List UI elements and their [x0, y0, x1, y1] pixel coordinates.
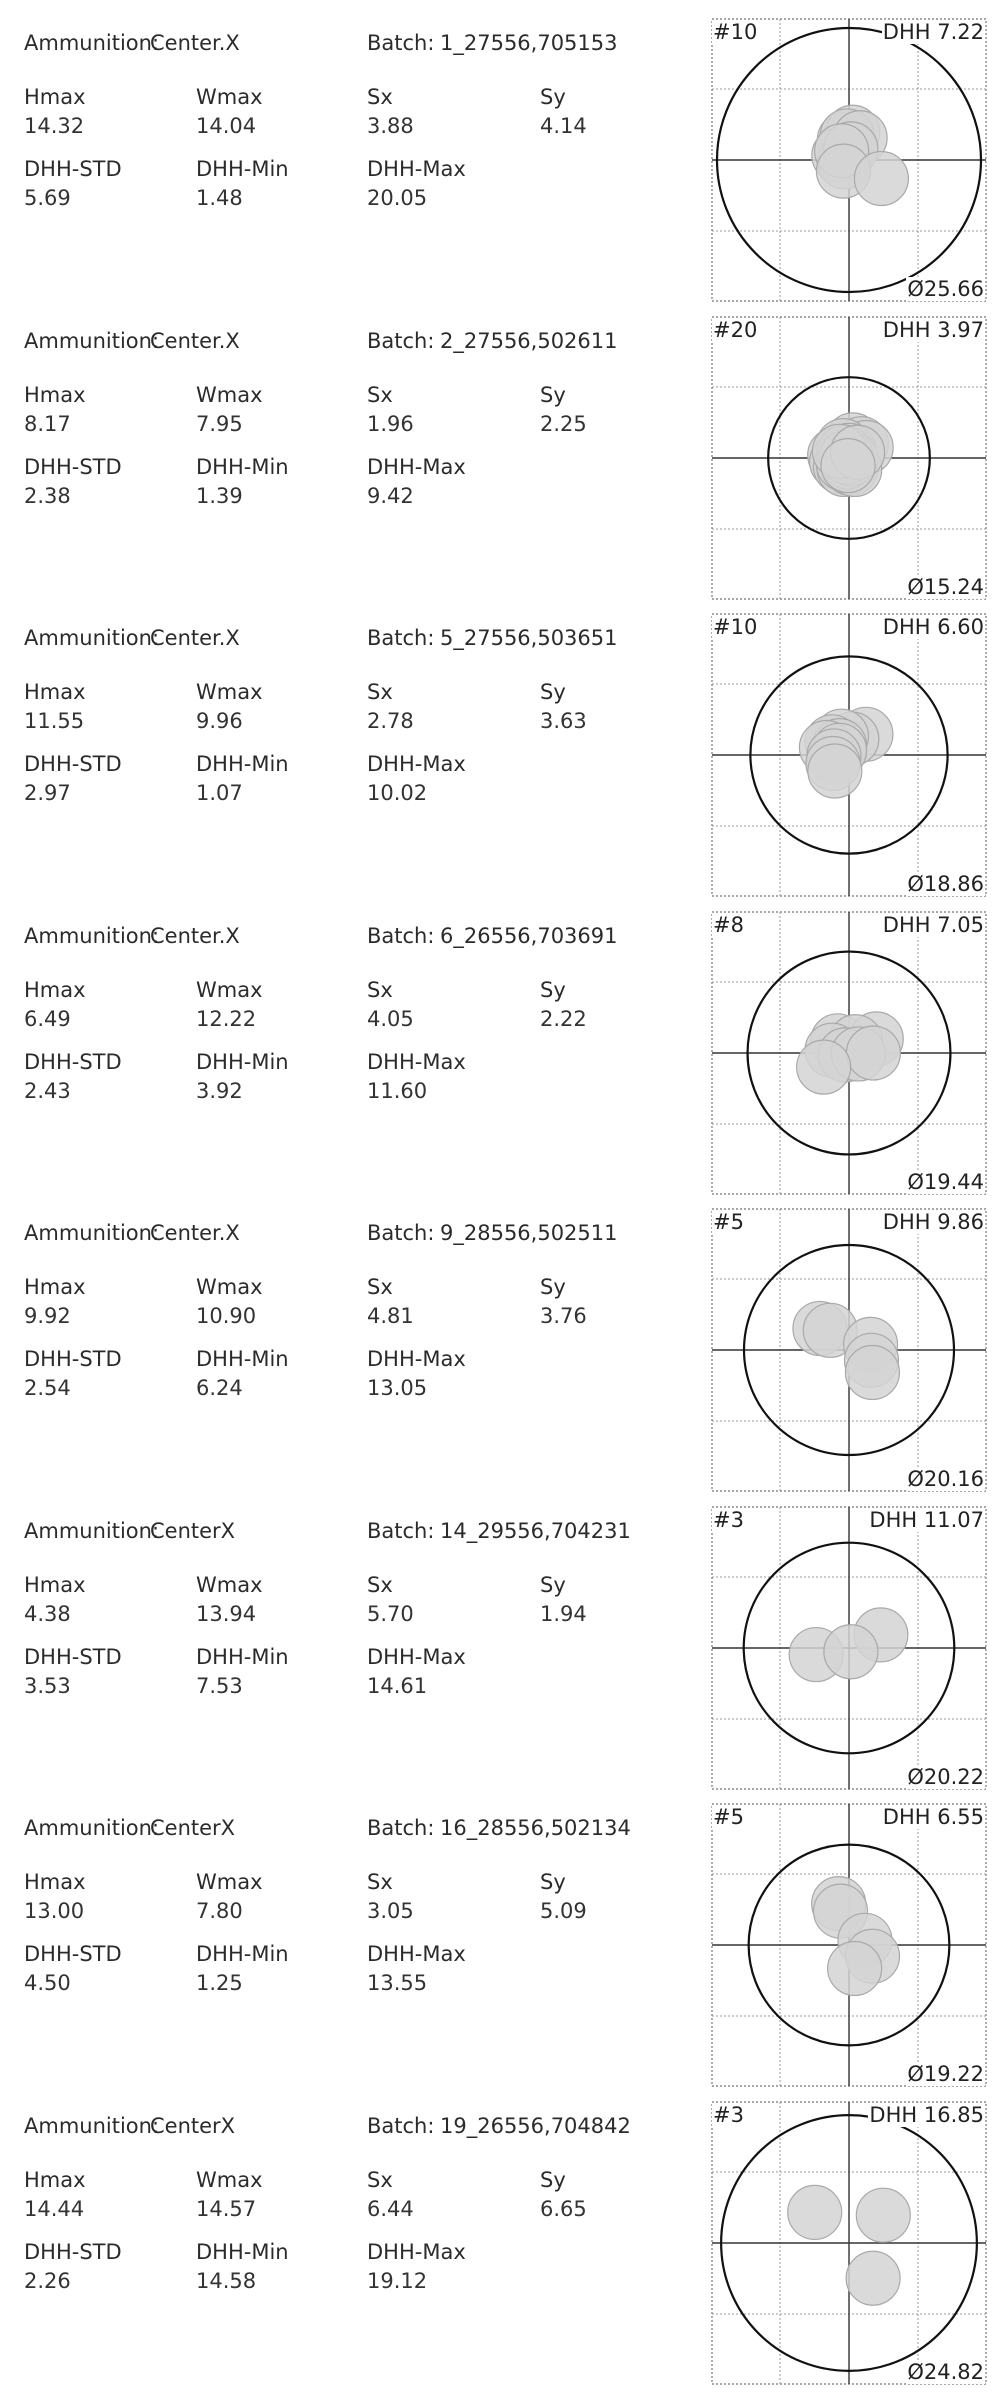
- wmax-value: 12.22: [196, 1007, 257, 1031]
- dhh-value: 11.07: [923, 1508, 984, 1532]
- dhh-label: DHH: [869, 1508, 918, 1532]
- batch-value: 5_27556,503651: [440, 626, 618, 650]
- sy-label: Sy: [540, 680, 566, 704]
- dhh-std-value: 5.69: [24, 186, 71, 210]
- target-plot: [711, 2101, 987, 2385]
- wmax-label: Wmax: [196, 1573, 263, 1597]
- dhh-std-value: 2.54: [24, 1376, 71, 1400]
- sy-label: Sy: [540, 2168, 566, 2192]
- dhh-max-label: DHH-Max: [367, 2240, 466, 2264]
- dhh-readout: [868, 2103, 985, 2127]
- sx-label: Sx: [367, 383, 393, 407]
- impact-mark: [856, 2188, 910, 2242]
- dhh-max-value: 13.55: [367, 1971, 428, 1995]
- result-record: [0, 911, 1007, 1208]
- batch-value: 16_28556,502134: [440, 1816, 631, 1840]
- target-diagram: [711, 1506, 987, 1790]
- hmax-value: 8.17: [24, 412, 71, 436]
- diameter-value: 25.66: [923, 277, 984, 301]
- dhh-min-value: 6.24: [196, 1376, 243, 1400]
- wmax-value: 14.57: [196, 2197, 257, 2221]
- dhh-min-label: DHH-Min: [196, 1645, 289, 1669]
- diameter-readout: [906, 2062, 985, 2086]
- hmax-value: 14.44: [24, 2197, 85, 2221]
- dhh-max-label: DHH-Max: [367, 1347, 466, 1371]
- wmax-label: Wmax: [196, 383, 263, 407]
- dhh-std-label: DHH-STD: [24, 1347, 122, 1371]
- impact-mark: [846, 2251, 900, 2305]
- result-record: [0, 316, 1007, 613]
- hmax-label: Hmax: [24, 978, 86, 1002]
- wmax-label: Wmax: [196, 2168, 263, 2192]
- dhh-std-value: 2.97: [24, 781, 71, 805]
- dhh-readout: [882, 20, 985, 44]
- hmax-value: 11.55: [24, 709, 85, 733]
- dhh-max-label: DHH-Max: [367, 752, 466, 776]
- target-plot: [711, 613, 987, 897]
- shot-count: #10: [713, 20, 758, 44]
- dhh-label: DHH: [882, 1805, 931, 1829]
- hmax-value: 4.38: [24, 1602, 71, 1626]
- batch-label: Batch:: [367, 329, 435, 353]
- batch-label: Batch:: [367, 1221, 435, 1245]
- diameter-symbol: Ø: [907, 2062, 924, 2086]
- wmax-value: 14.04: [196, 114, 257, 138]
- dhh-value: 9.86: [937, 1210, 984, 1234]
- batch-value: 2_27556,502611: [440, 329, 618, 353]
- diameter-value: 15.24: [923, 575, 984, 599]
- sx-label: Sx: [367, 978, 393, 1002]
- sy-value: 6.65: [540, 2197, 587, 2221]
- sy-value: 2.25: [540, 412, 587, 436]
- batch-value: 1_27556,705153: [440, 31, 618, 55]
- dhh-value: 7.05: [937, 913, 984, 937]
- hmax-label: Hmax: [24, 1275, 86, 1299]
- ammunition-label: Ammunition:: [24, 2114, 160, 2138]
- dhh-std-label: DHH-STD: [24, 1050, 122, 1074]
- dhh-max-value: 19.12: [367, 2269, 428, 2293]
- sx-value: 5.70: [367, 1602, 414, 1626]
- impact-mark: [788, 2185, 842, 2239]
- ammunition-label: Ammunition:: [24, 1221, 160, 1245]
- target-diagram: [711, 1803, 987, 2087]
- ammunition-label: Ammunition:: [24, 924, 160, 948]
- hmax-value: 9.92: [24, 1304, 71, 1328]
- batch-value: 19_26556,704842: [440, 2114, 631, 2138]
- dhh-min-value: 1.07: [196, 781, 243, 805]
- dhh-std-value: 3.53: [24, 1674, 71, 1698]
- dhh-max-value: 20.05: [367, 186, 428, 210]
- diameter-symbol: Ø: [907, 1765, 924, 1789]
- batch-value: 9_28556,502511: [440, 1221, 618, 1245]
- target-diagram: [711, 316, 987, 600]
- dhh-min-value: 1.25: [196, 1971, 243, 1995]
- dhh-max-label: DHH-Max: [367, 455, 466, 479]
- sy-label: Sy: [540, 978, 566, 1002]
- impact-mark: [854, 152, 908, 206]
- hmax-label: Hmax: [24, 2168, 86, 2192]
- ammunition-label: Ammunition:: [24, 31, 160, 55]
- batch-label: Batch:: [367, 1816, 435, 1840]
- target-plot: [711, 911, 987, 1195]
- dhh-min-label: DHH-Min: [196, 1942, 289, 1966]
- hmax-value: 13.00: [24, 1899, 85, 1923]
- impact-mark: [845, 1345, 899, 1399]
- dhh-std-value: 2.38: [24, 484, 71, 508]
- ammunition-label: Ammunition:: [24, 1816, 160, 1840]
- dhh-max-value: 10.02: [367, 781, 428, 805]
- sy-value: 3.76: [540, 1304, 587, 1328]
- dhh-value: 7.22: [937, 20, 984, 44]
- ammunition-value: Center.X: [150, 31, 240, 55]
- sx-value: 4.81: [367, 1304, 414, 1328]
- diameter-readout: [906, 2360, 985, 2384]
- diameter-readout: [906, 1765, 985, 1789]
- diameter-readout: [906, 1467, 985, 1491]
- batch-label: Batch:: [367, 924, 435, 948]
- dhh-readout: [882, 615, 985, 639]
- diameter-symbol: Ø: [907, 575, 924, 599]
- dhh-min-label: DHH-Min: [196, 157, 289, 181]
- wmax-value: 9.96: [196, 709, 243, 733]
- diameter-symbol: Ø: [907, 1467, 924, 1491]
- wmax-value: 13.94: [196, 1602, 257, 1626]
- wmax-label: Wmax: [196, 680, 263, 704]
- hmax-label: Hmax: [24, 85, 86, 109]
- sx-value: 3.05: [367, 1899, 414, 1923]
- sx-label: Sx: [367, 85, 393, 109]
- sx-value: 6.44: [367, 2197, 414, 2221]
- ammunition-label: Ammunition:: [24, 329, 160, 353]
- result-record: [0, 1208, 1007, 1505]
- sy-value: 5.09: [540, 1899, 587, 1923]
- dhh-label: DHH: [882, 318, 931, 342]
- dhh-min-label: DHH-Min: [196, 752, 289, 776]
- impact-mark: [824, 1625, 878, 1679]
- result-record: [0, 2101, 1007, 2398]
- ammunition-value: CenterX: [150, 1816, 236, 1840]
- dhh-min-label: DHH-Min: [196, 1050, 289, 1074]
- diameter-symbol: Ø: [907, 872, 924, 896]
- batch-label: Batch:: [367, 626, 435, 650]
- ammunition-value: Center.X: [150, 1221, 240, 1245]
- dhh-max-value: 11.60: [367, 1079, 428, 1103]
- dhh-max-label: DHH-Max: [367, 157, 466, 181]
- sy-value: 3.63: [540, 709, 587, 733]
- sx-label: Sx: [367, 1275, 393, 1299]
- dhh-min-label: DHH-Min: [196, 455, 289, 479]
- dhh-value: 3.97: [937, 318, 984, 342]
- sy-label: Sy: [540, 383, 566, 407]
- wmax-label: Wmax: [196, 85, 263, 109]
- dhh-max-value: 9.42: [367, 484, 414, 508]
- diameter-value: 20.22: [923, 1765, 984, 1789]
- dhh-min-value: 7.53: [196, 1674, 243, 1698]
- diameter-value: 20.16: [923, 1467, 984, 1491]
- hmax-label: Hmax: [24, 1573, 86, 1597]
- diameter-symbol: Ø: [907, 2360, 924, 2384]
- dhh-std-label: DHH-STD: [24, 752, 122, 776]
- shot-count: #20: [713, 318, 758, 342]
- shot-count: #3: [713, 1508, 744, 1532]
- dhh-min-value: 14.58: [196, 2269, 257, 2293]
- sy-label: Sy: [540, 1275, 566, 1299]
- dhh-readout: [882, 1805, 985, 1829]
- dhh-max-label: DHH-Max: [367, 1645, 466, 1669]
- impact-mark: [797, 1040, 851, 1094]
- sx-label: Sx: [367, 680, 393, 704]
- dhh-min-value: 1.48: [196, 186, 243, 210]
- batch-label: Batch:: [367, 2114, 435, 2138]
- sx-value: 3.88: [367, 114, 414, 138]
- ammunition-label: Ammunition:: [24, 626, 160, 650]
- diameter-readout: [906, 277, 985, 301]
- hmax-label: Hmax: [24, 1870, 86, 1894]
- diameter-symbol: Ø: [907, 1170, 924, 1194]
- dhh-min-value: 3.92: [196, 1079, 243, 1103]
- hmax-label: Hmax: [24, 680, 86, 704]
- diameter-value: 19.22: [923, 2062, 984, 2086]
- sx-label: Sx: [367, 1870, 393, 1894]
- target-plot: [711, 18, 987, 302]
- wmax-label: Wmax: [196, 1275, 263, 1299]
- dhh-std-value: 4.50: [24, 1971, 71, 1995]
- shot-count: #5: [713, 1805, 744, 1829]
- wmax-value: 7.95: [196, 412, 243, 436]
- sx-value: 2.78: [367, 709, 414, 733]
- target-plot: [711, 316, 987, 600]
- batch-label: Batch:: [367, 31, 435, 55]
- sy-label: Sy: [540, 1870, 566, 1894]
- dhh-value: 6.55: [937, 1805, 984, 1829]
- wmax-label: Wmax: [196, 1870, 263, 1894]
- dhh-readout: [868, 1508, 985, 1532]
- diameter-value: 24.82: [923, 2360, 984, 2384]
- shot-count: #10: [713, 615, 758, 639]
- ammunition-value: CenterX: [150, 1519, 236, 1543]
- hmax-label: Hmax: [24, 383, 86, 407]
- dhh-std-label: DHH-STD: [24, 1942, 122, 1966]
- sx-label: Sx: [367, 1573, 393, 1597]
- dhh-min-label: DHH-Min: [196, 2240, 289, 2264]
- ammunition-value: Center.X: [150, 329, 240, 353]
- sy-label: Sy: [540, 1573, 566, 1597]
- wmax-value: 7.80: [196, 1899, 243, 1923]
- dhh-value: 16.85: [923, 2103, 984, 2127]
- target-plot: [711, 1803, 987, 2087]
- batch-label: Batch:: [367, 1519, 435, 1543]
- diameter-value: 18.86: [923, 872, 984, 896]
- sy-value: 2.22: [540, 1007, 587, 1031]
- dhh-std-label: DHH-STD: [24, 2240, 122, 2264]
- impact-mark: [846, 1026, 900, 1080]
- target-plot: [711, 1208, 987, 1492]
- target-diagram: [711, 2101, 987, 2385]
- dhh-label: DHH: [882, 1210, 931, 1234]
- dhh-readout: [882, 913, 985, 937]
- target-diagram: [711, 613, 987, 897]
- impact-mark: [808, 744, 862, 798]
- result-record: [0, 1803, 1007, 2100]
- batch-value: 6_26556,703691: [440, 924, 618, 948]
- dhh-max-value: 13.05: [367, 1376, 428, 1400]
- dhh-std-value: 2.43: [24, 1079, 71, 1103]
- impact-mark: [821, 439, 875, 493]
- diameter-readout: [906, 872, 985, 896]
- target-diagram: [711, 1208, 987, 1492]
- dhh-min-value: 1.39: [196, 484, 243, 508]
- diameter-readout: [906, 1170, 985, 1194]
- impact-mark: [828, 1942, 882, 1996]
- dhh-label: DHH: [882, 20, 931, 44]
- dhh-label: DHH: [882, 615, 931, 639]
- result-record: [0, 1506, 1007, 1803]
- shot-count: #3: [713, 2103, 744, 2127]
- target-diagram: [711, 18, 987, 302]
- dhh-std-label: DHH-STD: [24, 455, 122, 479]
- ammunition-value: Center.X: [150, 924, 240, 948]
- sy-label: Sy: [540, 85, 566, 109]
- batch-value: 14_29556,704231: [440, 1519, 631, 1543]
- ammunition-value: Center.X: [150, 626, 240, 650]
- sx-value: 4.05: [367, 1007, 414, 1031]
- sy-value: 1.94: [540, 1602, 587, 1626]
- diameter-readout: [906, 575, 985, 599]
- ammunition-value: CenterX: [150, 2114, 236, 2138]
- hmax-value: 6.49: [24, 1007, 71, 1031]
- dhh-label: DHH: [869, 2103, 918, 2127]
- result-record: [0, 613, 1007, 910]
- dhh-max-label: DHH-Max: [367, 1050, 466, 1074]
- dhh-std-value: 2.26: [24, 2269, 71, 2293]
- target-plot: [711, 1506, 987, 1790]
- diameter-value: 19.44: [923, 1170, 984, 1194]
- dhh-min-label: DHH-Min: [196, 1347, 289, 1371]
- dhh-std-label: DHH-STD: [24, 1645, 122, 1669]
- result-record: [0, 18, 1007, 315]
- shot-count: #8: [713, 913, 744, 937]
- shot-count: #5: [713, 1210, 744, 1234]
- hmax-value: 14.32: [24, 114, 85, 138]
- wmax-value: 10.90: [196, 1304, 257, 1328]
- sx-value: 1.96: [367, 412, 414, 436]
- target-diagram: [711, 911, 987, 1195]
- diameter-symbol: Ø: [907, 277, 924, 301]
- dhh-std-label: DHH-STD: [24, 157, 122, 181]
- sy-value: 4.14: [540, 114, 587, 138]
- dhh-max-label: DHH-Max: [367, 1942, 466, 1966]
- dhh-value: 6.60: [937, 615, 984, 639]
- sx-label: Sx: [367, 2168, 393, 2192]
- dhh-readout: [882, 318, 985, 342]
- dhh-label: DHH: [882, 913, 931, 937]
- dhh-max-value: 14.61: [367, 1674, 428, 1698]
- ammunition-label: Ammunition:: [24, 1519, 160, 1543]
- dhh-readout: [882, 1210, 985, 1234]
- wmax-label: Wmax: [196, 978, 263, 1002]
